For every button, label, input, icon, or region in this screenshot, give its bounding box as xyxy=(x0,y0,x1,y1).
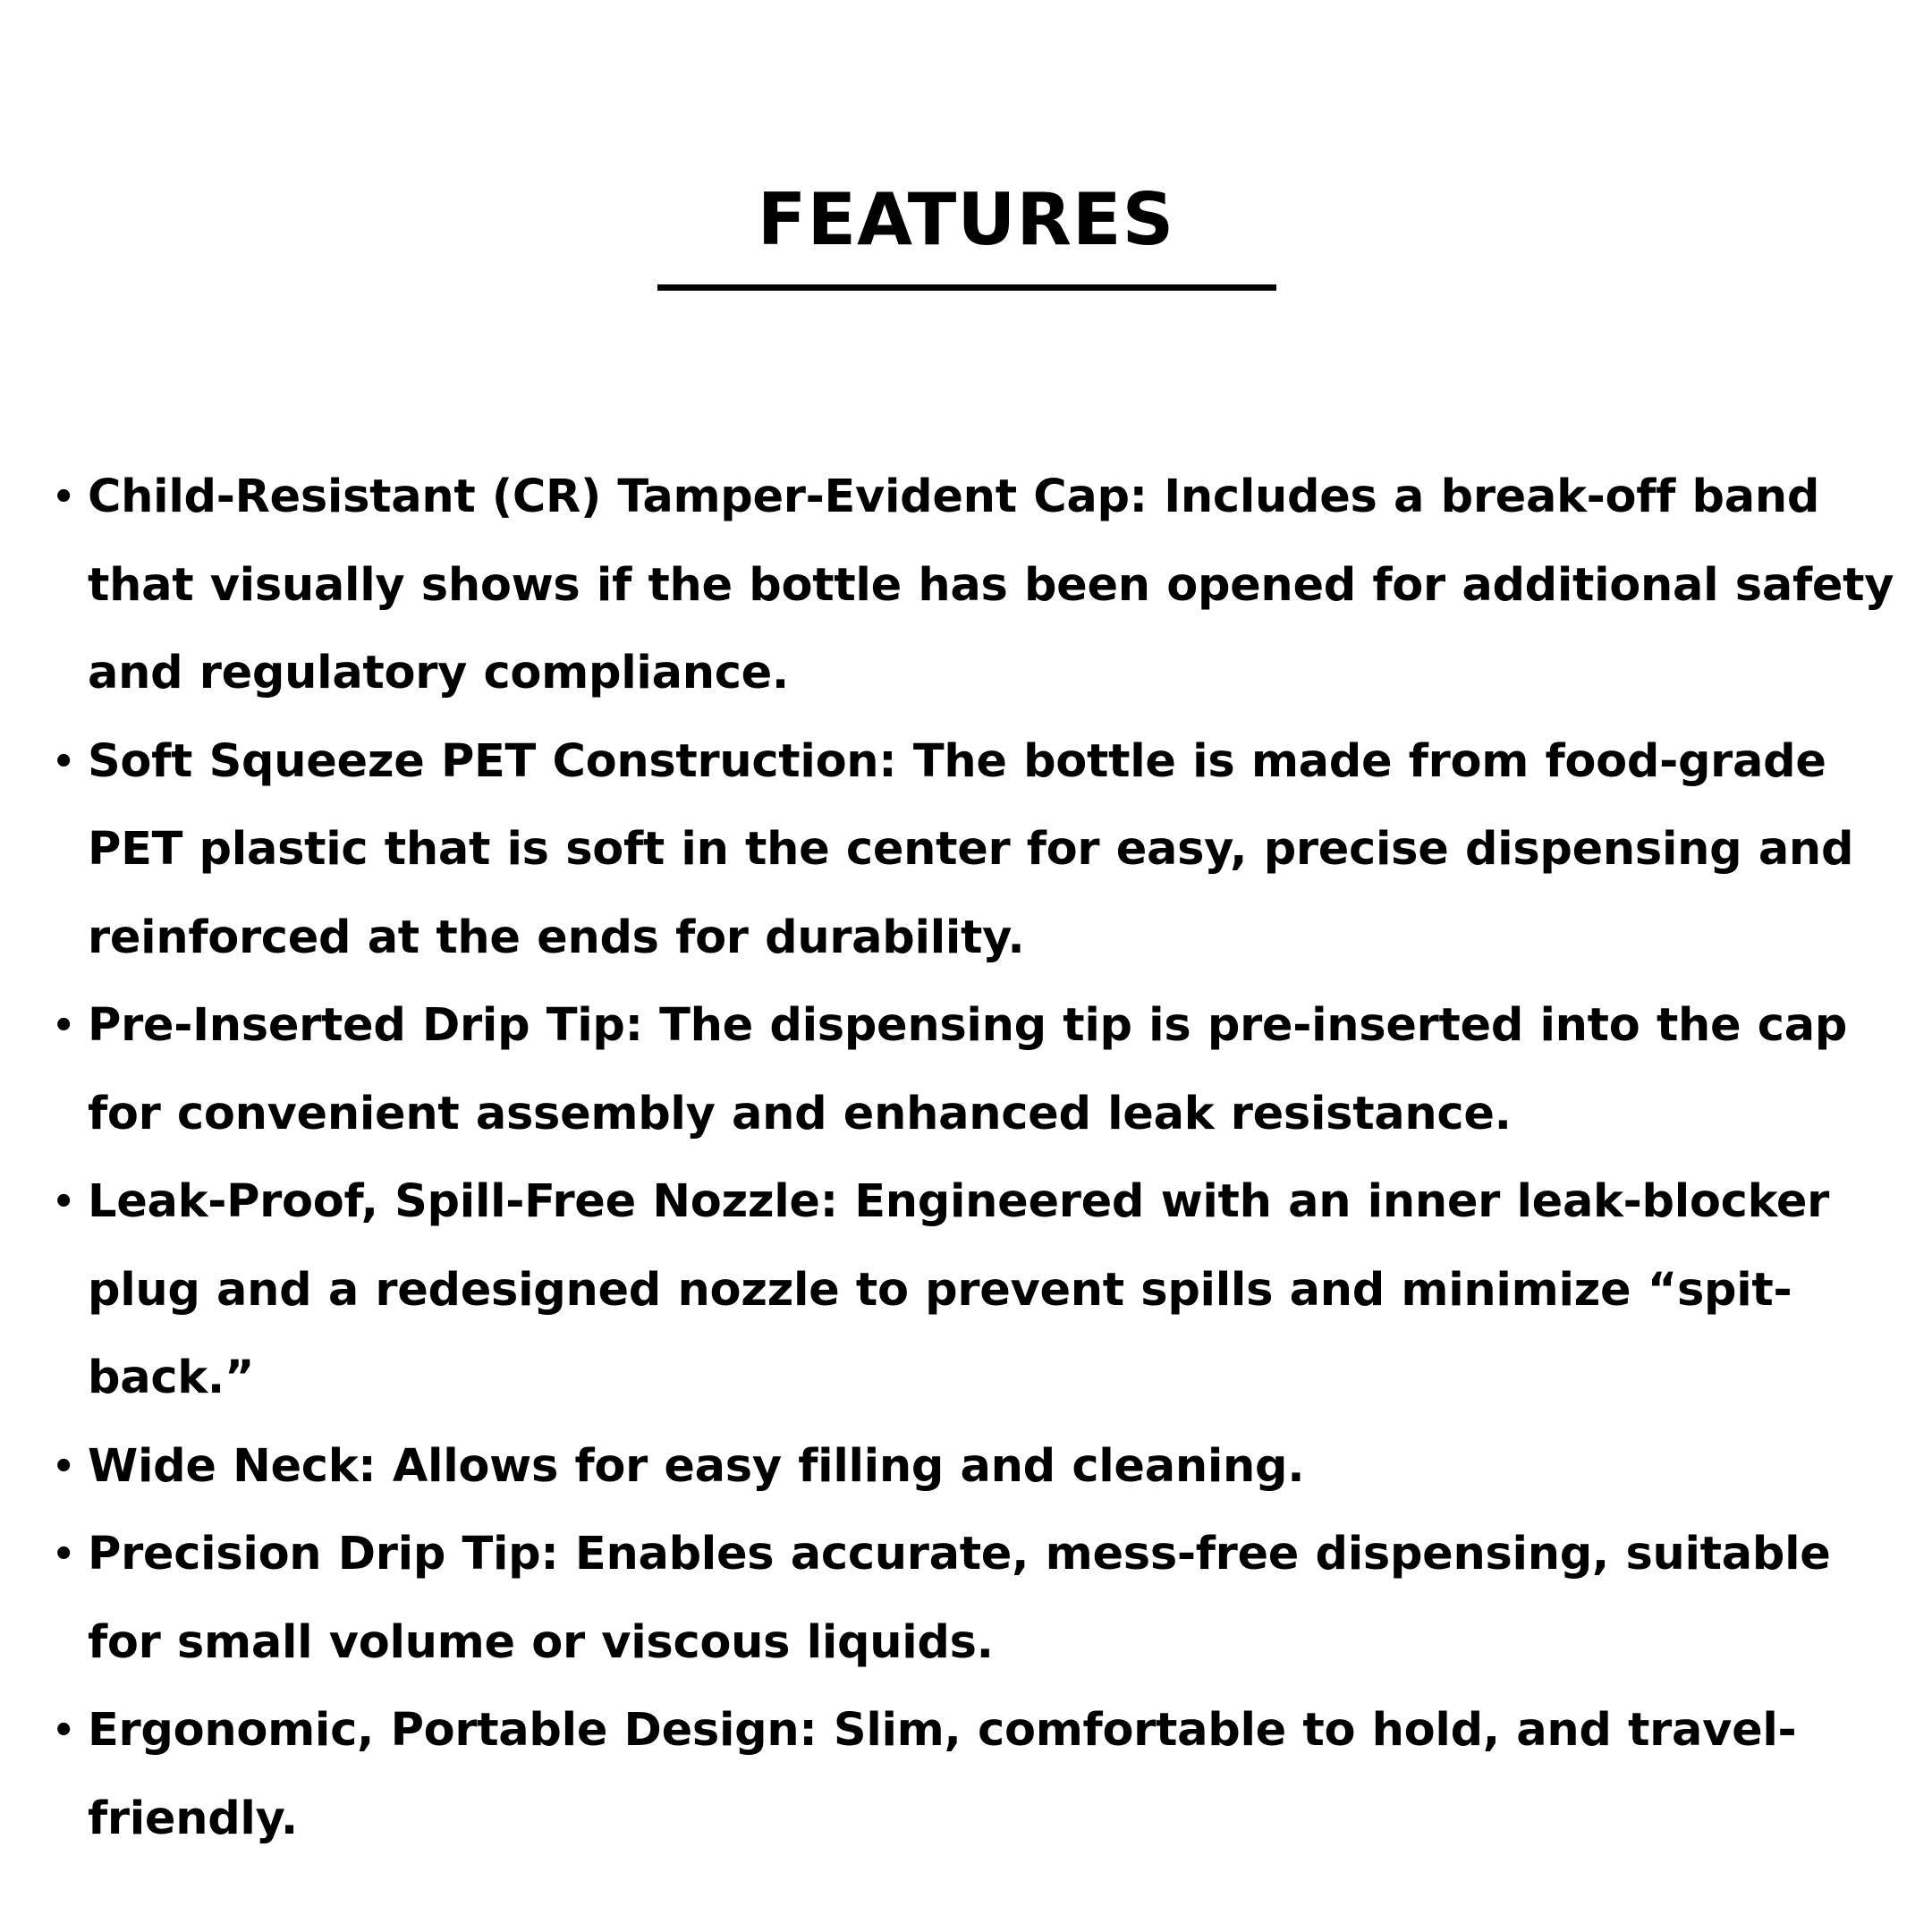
page-title: FEATURES xyxy=(757,178,1175,261)
feature-text: Ergonomic, Portable Design: Slim, comfortable to hold, and travel-friendly. xyxy=(88,1704,1797,1845)
bullet-icon: • xyxy=(52,1005,75,1046)
bullet-icon: • xyxy=(52,1445,75,1487)
bullet-icon: • xyxy=(52,741,75,783)
list-item xyxy=(50,1687,1919,1863)
heading-block xyxy=(0,175,1932,265)
feature-text: Precision Drip Tip: Enables accurate, mess-free dispensing, suitable for small volume or viscous liquids. xyxy=(88,1528,1831,1669)
feature-text: Wide Neck: Allows for easy filling and cleaning. xyxy=(88,1439,1305,1493)
feature-text: Leak-Proof, Spill-Free Nozzle: Engineered with an inner leak-blocker plug and a redesigned nozzle to prevent spills and minimize “spit-back.” xyxy=(88,1175,1829,1404)
bullet-icon: • xyxy=(52,477,75,518)
list-item xyxy=(50,1423,1919,1512)
bullet-icon: • xyxy=(52,1534,75,1575)
list-item xyxy=(50,982,1919,1158)
list-item xyxy=(50,1511,1919,1687)
feature-text: Soft Squeeze PET Construction: The bottle is made from food-grade PET plastic that is soft in the center for easy, precise dispensing and reinforced at the ends for durability. xyxy=(88,734,1854,964)
bullet-icon: • xyxy=(52,1182,75,1223)
list-item xyxy=(50,453,1919,718)
list-item xyxy=(50,718,1919,983)
list-item xyxy=(50,1158,1919,1423)
feature-list xyxy=(50,453,1919,1863)
title-underline xyxy=(657,284,1276,291)
feature-text: Child-Resistant (CR) Tamper-Evident Cap: Includes a break-off band that visually shows if the bottle has been opened for additional safety and regulatory compliance. xyxy=(88,470,1894,699)
feature-text: Pre-Inserted Drip Tip: The dispensing tip is pre-inserted into the cap for convenient assembly and enhanced leak resistance. xyxy=(88,999,1848,1140)
bullet-icon: • xyxy=(52,1710,75,1751)
